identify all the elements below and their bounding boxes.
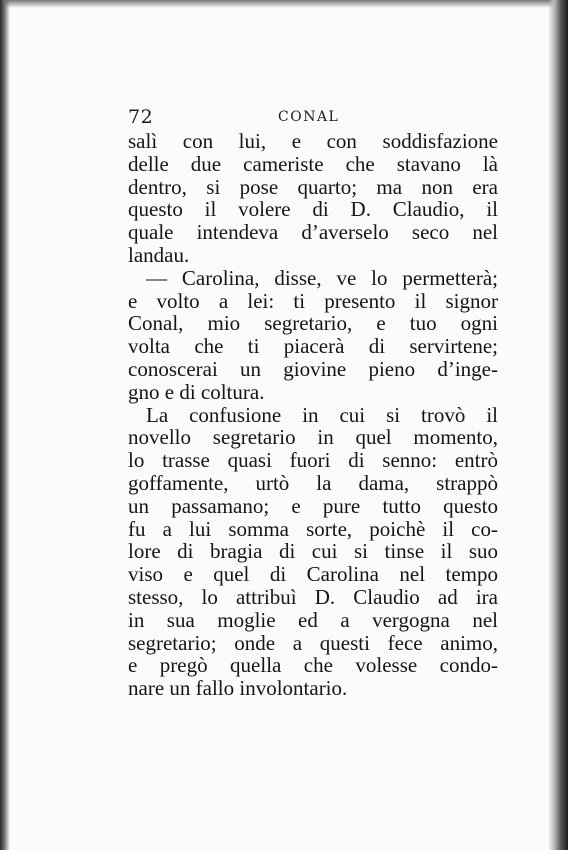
running-title: CONAL xyxy=(278,109,340,125)
running-head xyxy=(128,106,500,128)
text-line: stesso, lo attribuì D. Claudio ad ira xyxy=(128,584,498,609)
text-line: landau. xyxy=(128,242,190,267)
text-line: La confusione in cui si trovò il xyxy=(146,402,498,427)
text-line: nare un fallo involontario. xyxy=(128,676,348,701)
text-line: volta che ti piacerà di servirtene; xyxy=(128,334,498,359)
text-line: quale intendeva d’averselo seco nel xyxy=(128,220,498,245)
text-line: dentro, si pose quarto; ma non era xyxy=(128,174,498,199)
text-line: lo trasse quasi fuori di senno: entrò xyxy=(128,448,498,473)
text-line: in sua moglie ed a vergogna nel xyxy=(128,607,498,632)
text-line: salì con lui, e con soddisfazione xyxy=(128,129,498,153)
text-line: e volto a lei: ti presento il signor xyxy=(128,288,498,313)
page-number: 72 xyxy=(128,106,154,128)
text-line: segretario; onde a questi fece animo, xyxy=(128,630,498,655)
text-line: fu a lui somma sorte, poichè il co- xyxy=(128,516,498,541)
scan-edge-left xyxy=(0,0,10,850)
text-line: delle due cameriste che stavano là xyxy=(128,151,498,176)
body-text xyxy=(128,130,498,700)
text-line: novello segretario in quel momento, xyxy=(128,425,498,450)
text-line: gno e di coltura. xyxy=(128,379,265,404)
text-line: un passamano; e pure tutto questo xyxy=(128,493,498,518)
text-line: viso e quel di Carolina nel tempo xyxy=(128,562,498,587)
text-line: questo il volere di D. Claudio, il xyxy=(128,197,498,222)
text-line: conoscerai un giovine pieno d’inge- xyxy=(128,356,498,381)
scan-edge-right xyxy=(548,0,568,850)
text-line: lore di bragia di cui si tinse il suo xyxy=(128,539,498,564)
scan-edge-top xyxy=(0,0,568,8)
text-line: e pregò quella che volesse condo- xyxy=(128,653,498,678)
text-line: — Carolina, disse, ve lo permetterà; xyxy=(146,265,498,290)
text-line: goffamente, urtò la dama, strappò xyxy=(128,470,498,495)
text-line: Conal, mio segretario, e tuo ogni xyxy=(128,311,498,336)
